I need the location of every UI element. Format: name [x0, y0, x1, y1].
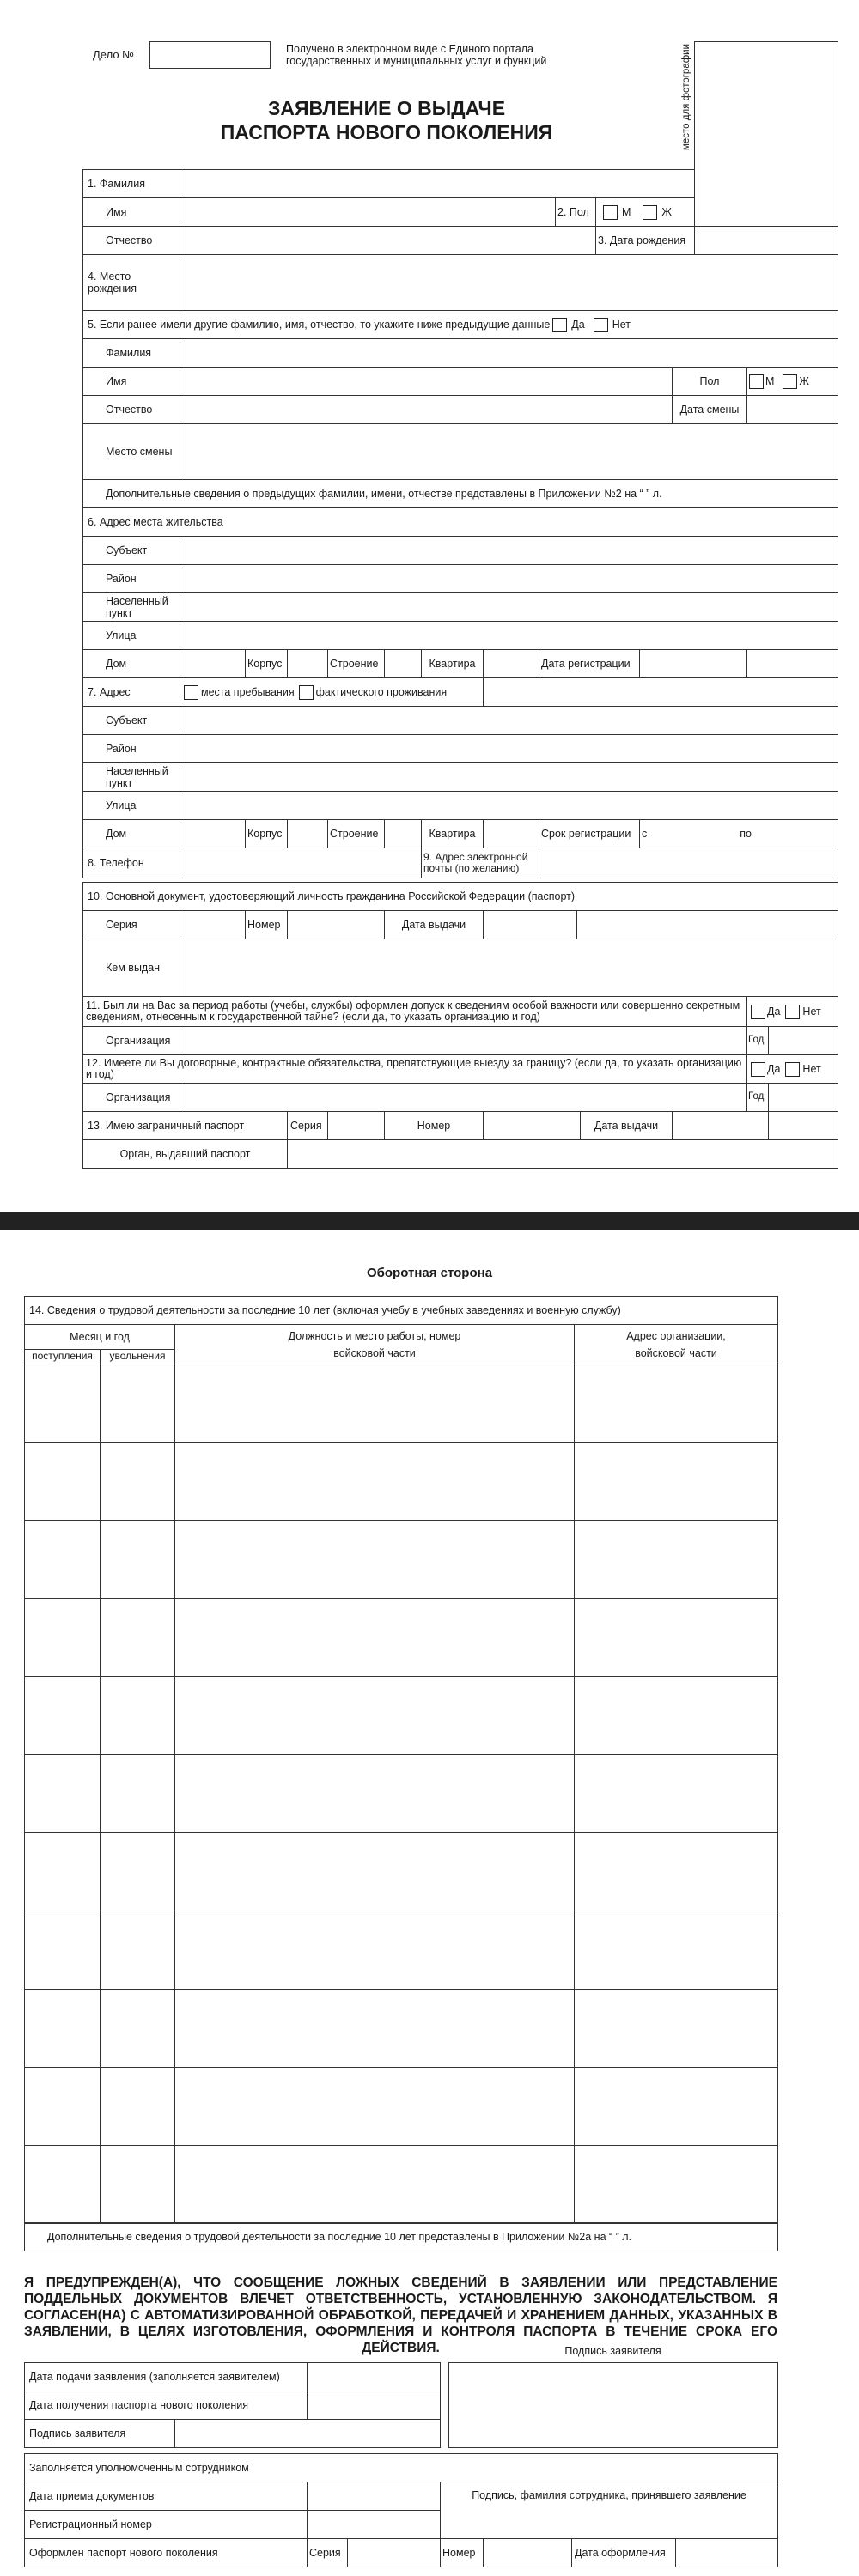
- emp-address-cell[interactable]: [574, 1364, 778, 1443]
- reg-from-label: с: [642, 827, 648, 840]
- id-series-label: Серия: [82, 910, 180, 939]
- residence-title: 6. Адрес места жительства: [82, 507, 838, 537]
- stay-structure-field[interactable]: [384, 819, 422, 848]
- stay-reg-term-label: Срок регистрации: [539, 819, 640, 848]
- issued-label: Оформлен паспорт нового поколения: [24, 2538, 308, 2567]
- secret-org-label: Организация: [82, 1026, 180, 1055]
- stay-building-field[interactable]: [287, 819, 328, 848]
- prev-sex-options: М Ж: [746, 367, 838, 396]
- emp-end-cell[interactable]: [100, 1832, 175, 1911]
- fp-number-field[interactable]: [483, 1111, 581, 1140]
- emp-position-cell[interactable]: [174, 1832, 575, 1911]
- emp-address-cell[interactable]: [574, 2067, 778, 2146]
- emp-start-cell[interactable]: [24, 1598, 101, 1677]
- photo-box: [694, 41, 838, 228]
- stay-address-options: места пребывания фактического проживания: [180, 677, 484, 707]
- sex-f-label: Ж: [661, 205, 672, 218]
- employment-appendix-note: Дополнительные сведения о трудовой деятельности за последние 10 лет представлены в Приложении №2а на “ ” л.: [24, 2222, 778, 2251]
- stay-subject-field[interactable]: [180, 706, 838, 735]
- emp-position-cell[interactable]: [174, 1520, 575, 1599]
- received-note: [286, 43, 546, 67]
- previous-names-question: 5. Если ранее имели другие фамилию, имя, отчество, то укажите ниже предыдущие данные Да Нет: [82, 310, 838, 339]
- id-series-field[interactable]: [180, 910, 246, 939]
- fp-series-field[interactable]: [327, 1111, 385, 1140]
- res-structure-label: Строение: [327, 649, 385, 678]
- emp-start-cell[interactable]: [24, 2145, 101, 2224]
- emp-address-cell[interactable]: [574, 1520, 778, 1599]
- received-note-line1: Получено в электронном виде с Единого портала: [286, 43, 533, 55]
- id-issued-by-field[interactable]: [180, 939, 838, 997]
- col-end: увольнения: [100, 1349, 175, 1364]
- emp-address-cell[interactable]: [574, 1911, 778, 1990]
- emp-address-cell[interactable]: [574, 1598, 778, 1677]
- emp-address-cell[interactable]: [574, 1676, 778, 1755]
- id-doc-title: 10. Основной документ, удостоверяющий личность гражданина Российской Федерации (паспорт): [82, 882, 838, 911]
- name-label: Имя: [82, 197, 180, 227]
- res-apartment-label: Квартира: [421, 649, 484, 678]
- emp-position-cell[interactable]: [174, 1911, 575, 1990]
- secret-org-field[interactable]: [180, 1026, 747, 1055]
- secret-access-options: Да Нет: [746, 996, 838, 1027]
- res-reg-date-label: Дата регистрации: [539, 649, 640, 678]
- secret-access-yes-checkbox[interactable]: [751, 1005, 765, 1019]
- surname-field[interactable]: [180, 169, 695, 198]
- signature-caption: Подпись заявителя: [564, 2345, 661, 2357]
- sex-m-label: М: [622, 205, 631, 218]
- emp-position-cell[interactable]: [174, 1989, 575, 2068]
- obligations-org-label: Организация: [82, 1083, 180, 1112]
- accept-date-label: Дата приема документов: [24, 2482, 308, 2511]
- previous-names-no-checkbox[interactable]: [594, 318, 608, 332]
- prev-names-appendix-note: Дополнительные сведения о предыдущих фамилии, имени, отчестве представлены в Приложении №2 на “ ” л.: [82, 479, 838, 508]
- secret-year-label: Год: [746, 1026, 769, 1055]
- id-number-field[interactable]: [287, 910, 385, 939]
- patronymic-label: Отчество: [82, 226, 180, 255]
- obligations-question: 12. Имеете ли Вы договорные, контрактные обязательства, препятствующие выезду за границу? (если да, то указать организацию и год): [82, 1054, 747, 1084]
- reg-number-label: Регистрационный номер: [24, 2510, 308, 2539]
- res-street-field[interactable]: [180, 621, 838, 650]
- stay-district-field[interactable]: [180, 734, 838, 763]
- stay-locality-field[interactable]: [180, 762, 838, 792]
- photo-label: место для фотографии: [681, 43, 691, 151]
- stay-district-label: Район: [82, 734, 180, 763]
- phone-field[interactable]: [180, 848, 422, 878]
- emp-address-cell[interactable]: [574, 1832, 778, 1911]
- obligations-yes-checkbox[interactable]: [751, 1062, 765, 1077]
- id-issue-date-label: Дата выдачи: [384, 910, 484, 939]
- birthdate-label: 3. Дата рождения: [595, 226, 695, 255]
- res-subject-label: Субъект: [82, 536, 180, 565]
- stay-address-extra[interactable]: [483, 677, 838, 707]
- officer-signature-label: Подпись, фамилия сотрудника, принявшего заявление: [472, 2489, 746, 2501]
- sex-m-checkbox[interactable]: [603, 205, 618, 220]
- reg-to-label: по: [740, 827, 752, 840]
- legal-warning: Я ПРЕДУПРЕЖДЕН(А), ЧТО СООБЩЕНИЕ ЛОЖНЫХ СВЕДЕНИЙ В ЗАЯВЛЕНИИ ИЛИ ПРЕДСТАВЛЕНИЕ ПОДДЕЛЬНЫХ ДОКУМЕНТОВ ВЛЕЧЕТ ОТВЕТСТВЕННОСТЬ, УСТАНОВЛЕННУЮ ЗАКОНОДАТЕЛЬСТВОМ. Я СОГЛАСЕН(НА) С АВТОМАТИЗИРОВАННОЙ ОБРАБОТКОЙ, ПЕРЕДАЧЕЙ И ХРАНЕНИЕМ ДАННЫХ, УКАЗАННЫХ В ЗАЯВЛЕНИИ, В ЦЕЛЯХ ИЗГОТОВЛЕНИЯ, ОФОРМЛЕНИЯ И КОНТРОЛЯ ПАСПОРТА В ТЕЧЕНИЕ СРОКА ЕГО ДЕЙСТВИЯ.: [24, 2275, 777, 2355]
- emp-end-cell[interactable]: [100, 1754, 175, 1833]
- submission-date-label: Дата подачи заявления (заполняется заявителем): [24, 2362, 308, 2391]
- res-subject-field[interactable]: [180, 536, 838, 565]
- emp-end-cell[interactable]: [100, 1676, 175, 1755]
- fp-issue-date-field[interactable]: [672, 1111, 769, 1140]
- res-house-field[interactable]: [180, 649, 246, 678]
- officer-signature-field[interactable]: [440, 2482, 778, 2539]
- name-field[interactable]: [180, 197, 556, 227]
- emp-address-cell[interactable]: [574, 1989, 778, 2068]
- issued-series-field[interactable]: [347, 2538, 441, 2567]
- emp-start-cell[interactable]: [24, 2067, 101, 2146]
- obligations-year-field[interactable]: [768, 1083, 838, 1112]
- title-line1: ЗАЯВЛЕНИЕ О ВЫДАЧЕ: [267, 97, 506, 119]
- email-field[interactable]: [539, 848, 838, 878]
- secret-year-field[interactable]: [768, 1026, 838, 1055]
- case-number-field[interactable]: [149, 41, 271, 69]
- obligations-org-field[interactable]: [180, 1083, 747, 1112]
- id-number-label: Номер: [245, 910, 288, 939]
- res-district-field[interactable]: [180, 564, 838, 593]
- res-building-field[interactable]: [287, 649, 328, 678]
- receipt-date-field[interactable]: [307, 2391, 441, 2420]
- prev-name-field[interactable]: [180, 367, 673, 396]
- case-number-label: Дело №: [93, 48, 135, 61]
- emp-address-cell[interactable]: [574, 1754, 778, 1833]
- emp-end-cell[interactable]: [100, 1520, 175, 1599]
- actual-residence-checkbox[interactable]: [299, 685, 314, 700]
- res-extra-field[interactable]: [746, 649, 838, 678]
- res-reg-date-field[interactable]: [639, 649, 747, 678]
- emp-position-cell[interactable]: [174, 1598, 575, 1677]
- change-date-label: Дата смены: [672, 395, 747, 424]
- obligations-year-label: Год: [746, 1083, 769, 1112]
- stay-house-label: Дом: [82, 819, 180, 848]
- prev-surname-field[interactable]: [180, 338, 838, 368]
- issued-number-field[interactable]: [483, 2538, 572, 2567]
- issued-date-label: Дата оформления: [571, 2538, 676, 2567]
- stay-structure-label: Строение: [327, 819, 385, 848]
- sex-label: 2. Пол: [555, 197, 596, 227]
- stay-street-label: Улица: [82, 791, 180, 820]
- employment-title: 14. Сведения о трудовой деятельности за последние 10 лет (включая учебу в учебных заведениях и военную службу): [24, 1296, 778, 1325]
- sex-options: [595, 197, 695, 227]
- prev-sex-m-checkbox[interactable]: [749, 374, 764, 389]
- emp-position-cell[interactable]: [174, 1754, 575, 1833]
- stay-apartment-label: Квартира: [421, 819, 484, 848]
- change-place-field[interactable]: [180, 423, 838, 480]
- no-label: Нет: [612, 318, 631, 331]
- emp-start-cell[interactable]: [24, 1989, 101, 2068]
- stay-apartment-field[interactable]: [483, 819, 539, 848]
- phone-label: 8. Телефон: [82, 848, 180, 878]
- fp-issuer-label: Орган, выдавший паспорт: [82, 1139, 288, 1169]
- emp-start-cell[interactable]: [24, 1911, 101, 1990]
- accept-date-field[interactable]: [307, 2482, 441, 2511]
- id-issue-date-field[interactable]: [483, 910, 577, 939]
- foreign-passport-label: 13. Имею заграничный паспорт: [82, 1111, 288, 1140]
- issued-date-field[interactable]: [675, 2538, 778, 2567]
- id-issued-by-label: Кем выдан: [82, 939, 180, 997]
- fp-issue-date-label: Дата выдачи: [580, 1111, 673, 1140]
- sex-f-checkbox[interactable]: [643, 205, 657, 220]
- emp-end-cell[interactable]: [100, 2067, 175, 2146]
- title-line2: ПАСПОРТА НОВОГО ПОКОЛЕНИЯ: [220, 121, 553, 143]
- email-label: 9. Адрес электронной почты (по желанию): [421, 848, 539, 878]
- prev-name-label: Имя: [82, 367, 180, 396]
- issued-series-label: Серия: [307, 2538, 348, 2567]
- prev-sex-label: Пол: [672, 367, 747, 396]
- emp-end-cell[interactable]: [100, 1989, 175, 2068]
- emp-position-cell[interactable]: [174, 1676, 575, 1755]
- birthplace-field[interactable]: [180, 254, 838, 311]
- reg-number-field[interactable]: [307, 2510, 441, 2539]
- page-title: [172, 96, 601, 144]
- change-place-label: Место смены: [82, 423, 180, 480]
- stay-place-checkbox[interactable]: [184, 685, 198, 700]
- col-address: Адрес организации, войсковой части: [574, 1324, 778, 1364]
- res-structure-field[interactable]: [384, 649, 422, 678]
- emp-end-cell[interactable]: [100, 1364, 175, 1443]
- emp-address-cell[interactable]: [574, 1442, 778, 1521]
- receipt-date-label: Дата получения паспорта нового поколения: [24, 2391, 308, 2420]
- col-position: Должность и место работы, номер войсковой части: [174, 1324, 575, 1364]
- obligations-options: Да Нет: [746, 1054, 838, 1084]
- surname-label: 1. Фамилия: [82, 169, 180, 198]
- res-locality-label: Населенный пункт: [82, 592, 180, 622]
- emp-start-cell[interactable]: [24, 1442, 101, 1521]
- issued-number-label: Номер: [440, 2538, 484, 2567]
- emp-position-cell[interactable]: [174, 1364, 575, 1443]
- obligations-no-checkbox[interactable]: [785, 1062, 800, 1077]
- stay-locality-label: Населенный пункт: [82, 762, 180, 792]
- res-building-label: Корпус: [245, 649, 288, 678]
- res-house-label: Дом: [82, 649, 180, 678]
- stay-building-label: Корпус: [245, 819, 288, 848]
- applicant-signature-box[interactable]: [448, 2362, 778, 2448]
- fp-issuer-field[interactable]: [287, 1139, 838, 1169]
- res-street-label: Улица: [82, 621, 180, 650]
- applicant-signature-field[interactable]: [174, 2419, 441, 2448]
- emp-end-cell[interactable]: [100, 2145, 175, 2224]
- fp-number-label: Номер: [384, 1111, 484, 1140]
- stay-reg-term-field[interactable]: [639, 819, 838, 848]
- emp-start-cell[interactable]: [24, 1676, 101, 1755]
- secret-access-question: 11. Был ли на Вас за период работы (учебы, службы) оформлен допуск к сведениям особой важности или совершенно секретным сведениям, отнесенным к государственной тайне? (если да, то указать организацию и год): [82, 996, 747, 1027]
- patronymic-field[interactable]: [180, 226, 596, 255]
- previous-names-yes-checkbox[interactable]: [552, 318, 567, 332]
- emp-position-cell[interactable]: [174, 1442, 575, 1521]
- emp-start-cell[interactable]: [24, 1520, 101, 1599]
- submission-date-field[interactable]: [307, 2362, 441, 2391]
- emp-start-cell[interactable]: [24, 1754, 101, 1833]
- col-start: поступления: [24, 1349, 101, 1364]
- applicant-signature-label: Подпись заявителя: [24, 2419, 175, 2448]
- prev-sex-f-checkbox[interactable]: [783, 374, 797, 389]
- birthdate-field[interactable]: [694, 226, 838, 255]
- change-date-field[interactable]: [746, 395, 838, 424]
- yes-label: Да: [571, 318, 585, 331]
- stay-subject-label: Субъект: [82, 706, 180, 735]
- officer-title: Заполняется уполномоченным сотрудником: [24, 2453, 778, 2482]
- prev-patronymic-field[interactable]: [180, 395, 673, 424]
- page-divider: [0, 1212, 859, 1230]
- id-extra-field[interactable]: [576, 910, 838, 939]
- res-apartment-field[interactable]: [483, 649, 539, 678]
- emp-position-cell[interactable]: [174, 2067, 575, 2146]
- emp-start-cell[interactable]: [24, 1832, 101, 1911]
- prev-surname-label: Фамилия: [82, 338, 180, 368]
- fp-series-label: Серия: [287, 1111, 328, 1140]
- fp-extra-field[interactable]: [768, 1111, 838, 1140]
- prev-patronymic-label: Отчество: [82, 395, 180, 424]
- res-locality-field[interactable]: [180, 592, 838, 622]
- emp-end-cell[interactable]: [100, 1911, 175, 1990]
- emp-end-cell[interactable]: [100, 1442, 175, 1521]
- reverse-title: Оборотная сторона: [366, 1266, 493, 1280]
- emp-position-cell[interactable]: [174, 2145, 575, 2224]
- emp-start-cell[interactable]: [24, 1364, 101, 1443]
- secret-access-no-checkbox[interactable]: [785, 1005, 800, 1019]
- stay-address-label: 7. Адрес: [82, 677, 180, 707]
- emp-address-cell[interactable]: [574, 2145, 778, 2224]
- stay-house-field[interactable]: [180, 819, 246, 848]
- emp-end-cell[interactable]: [100, 1598, 175, 1677]
- received-note-line2: государственных и муниципальных услуг и функций: [286, 55, 547, 67]
- birthplace-label: 4. Место рождения: [82, 254, 180, 311]
- stay-street-field[interactable]: [180, 791, 838, 820]
- res-district-label: Район: [82, 564, 180, 593]
- col-month-year: Месяц и год: [24, 1324, 175, 1350]
